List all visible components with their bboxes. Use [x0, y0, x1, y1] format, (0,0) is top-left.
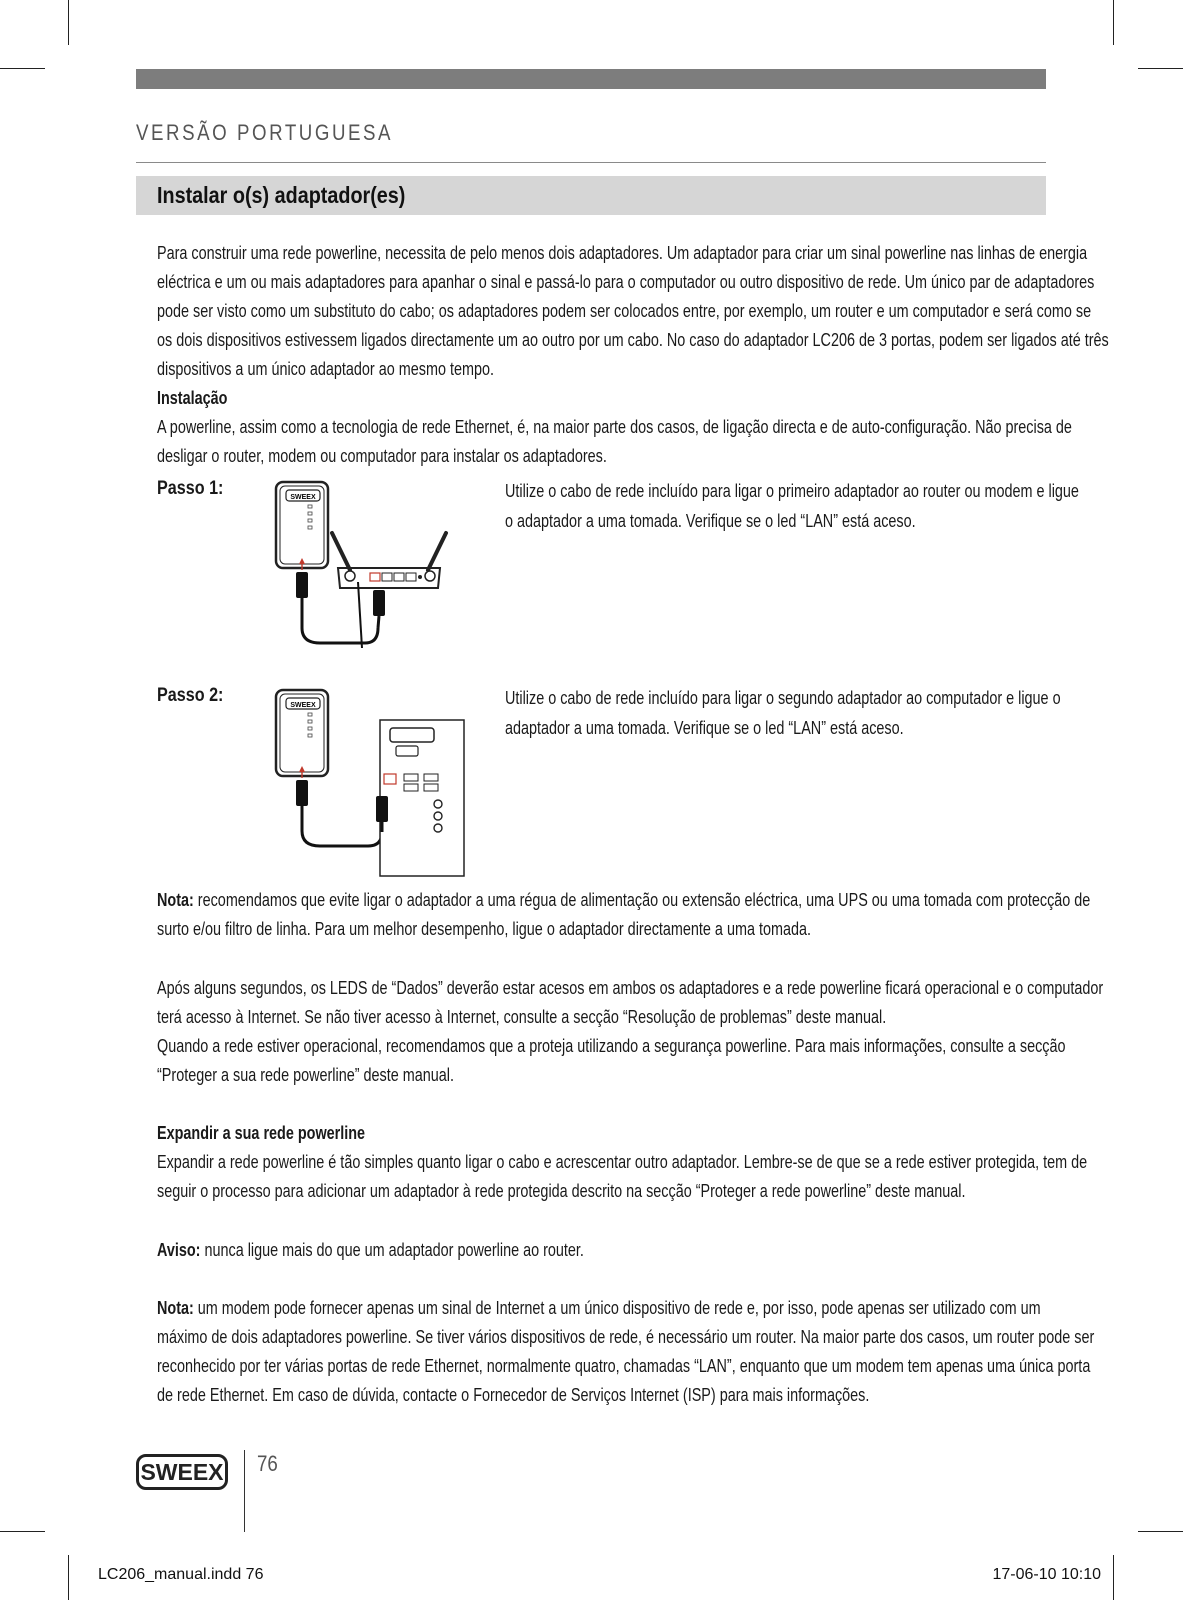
note-1-label: Nota:: [157, 890, 194, 910]
crop-mark: [1138, 68, 1183, 69]
cable-plug: [296, 572, 308, 598]
sweex-logo: SWEEX: [136, 1454, 228, 1490]
after-line: terá acesso à Internet. Se não tiver acesso à Internet, consulte a secção “Resolução de problemas” deste manual.: [157, 1007, 887, 1027]
note-2-line: máximo de dois adaptadores powerline. Se tiver vários dispositivos de rede, é necessário um router. Na maior parte dos casos, um router pode ser: [157, 1327, 1095, 1347]
note-1: [157, 886, 1090, 916]
step-2-label: Passo 2:: [157, 685, 224, 706]
slug-file: LC206_manual.indd 76: [98, 1566, 264, 1583]
installation-heading: Instalação: [157, 388, 228, 408]
page-number: 76: [257, 1451, 278, 1476]
expand-line: Expandir a rede powerline é tão simples quanto ligar o cabo e acrescentar outro adaptador. Lembre-se de que se a rede estiver protegida, tem de: [157, 1152, 1088, 1172]
cable-plug: [296, 780, 308, 806]
note-2: [157, 1294, 1041, 1324]
intro-line: os dois dispositivos estivessem ligados directamente um ao outro por um cabo. No caso do adaptador LC206 de 3 portas, podem ser ligados até três: [157, 330, 1109, 350]
crop-mark: [1113, 1555, 1114, 1600]
step-2-illustration: [270, 686, 470, 881]
warning: [157, 1236, 584, 1266]
note-2-line: de rede Ethernet. Em caso de dúvida, contacte o Fornecedor de Serviços Internet (ISP) para mais informações.: [157, 1385, 870, 1405]
crop-mark: [1138, 1531, 1183, 1532]
step-1-illustration: [270, 478, 470, 678]
step-1-line: o adaptador a uma tomada. Verifique se o led “LAN” está aceso.: [505, 510, 916, 531]
intro-line: dispositivos a um único adaptador ao mesmo tempo.: [157, 359, 494, 379]
adapter-brand: SWEEX: [290, 494, 316, 501]
note-2-text: um modem pode fornecer apenas um sinal de Internet a um único dispositivo de rede e, por isso, pode apenas ser utilizado com um: [193, 1298, 1041, 1318]
intro-line: Para construir uma rede powerline, necessita de pelo menos dois adaptadores. Um adaptador para criar um sinal powerline nas linhas de energia: [157, 243, 1088, 263]
installation-line: desligar o router, modem ou computador para instalar os adaptadores.: [157, 446, 607, 466]
intro-line: eléctrica e um ou mais adaptadores para apanhar o sinal e passá-lo para o computador ou outro dispositivo de rede. Um único par de adaptadores: [157, 272, 1095, 292]
warning-text: nunca ligue mais do que um adaptador powerline ao router.: [200, 1240, 584, 1260]
note-1-line: surto e/ou filtro de linha. Para um melhor desempenho, ligue o adaptador directamente a uma tomada.: [157, 919, 811, 939]
expand-heading: Expandir a sua rede powerline: [157, 1123, 366, 1143]
intro-line: pode ser visto como um substituto do cabo; os adaptadores podem ser colocados entre, por exemplo, um router e um computador e será como se: [157, 301, 1092, 321]
step-2-text: [505, 684, 1061, 743]
crop-mark: [0, 1531, 45, 1532]
after-line: Após alguns segundos, os LEDS de “Dados” deverão estar acesos em ambos os adaptadores e a rede powerline ficará operacional e o computador: [157, 978, 1104, 998]
crop-mark: [68, 0, 69, 45]
note-2-line: reconhecido por ter várias portas de rede Ethernet, normalmente quatro, chamadas “LAN”, enquanto que um modem tem apenas uma única porta: [157, 1356, 1091, 1376]
warning-label: Aviso:: [157, 1240, 201, 1260]
expand-line: seguir o processo para adicionar um adaptador à rede protegida descrito na secção “Proteger a rede powerline” deste manual.: [157, 1181, 966, 1201]
header-rule: [136, 162, 1046, 163]
network-cable: [302, 831, 382, 846]
language-title: VERSÃO PORTUGUESA: [136, 120, 394, 145]
section-title: Instalar o(s) adaptador(es): [157, 182, 406, 208]
step-1-label: Passo 1:: [157, 478, 224, 499]
installation-line: A powerline, assim como a tecnologia de rede Ethernet, é, na maior parte dos casos, de ligação directa e de auto-configuração. Não precisa de: [157, 417, 1072, 437]
step-1-text: [505, 477, 1079, 536]
adapter-brand: SWEEX: [290, 702, 316, 709]
note-1-text: recomendamos que evite ligar o adaptador a uma régua de alimentação ou extensão eléctrica, uma UPS ou uma tomada com protecção de: [193, 890, 1091, 910]
computer-panel: [380, 720, 464, 876]
after-line: “Proteger a sua rede powerline” deste manual.: [157, 1065, 454, 1085]
slug-date: 17-06-10 10:10: [992, 1566, 1101, 1583]
note-2-label: Nota:: [157, 1298, 194, 1318]
step-2-line: Utilize o cabo de rede incluído para ligar o segundo adaptador ao computador e ligue o: [505, 688, 1061, 708]
crop-mark: [0, 68, 45, 69]
top-bar: [136, 69, 1046, 89]
page-separator: [244, 1450, 245, 1532]
after-line: Quando a rede estiver operacional, recomendamos que a proteja utilizando a segurança powerline. Para mais informações, consulte a secção: [157, 1036, 1066, 1056]
crop-mark: [1113, 0, 1114, 45]
step-2-line: adaptador a uma tomada. Verifique se o led “LAN” está aceso.: [505, 717, 904, 738]
step-1-line: Utilize o cabo de rede incluído para ligar o primeiro adaptador ao router ou modem e ligue: [505, 481, 1079, 501]
network-cable: [302, 628, 378, 643]
crop-mark: [68, 1555, 69, 1600]
